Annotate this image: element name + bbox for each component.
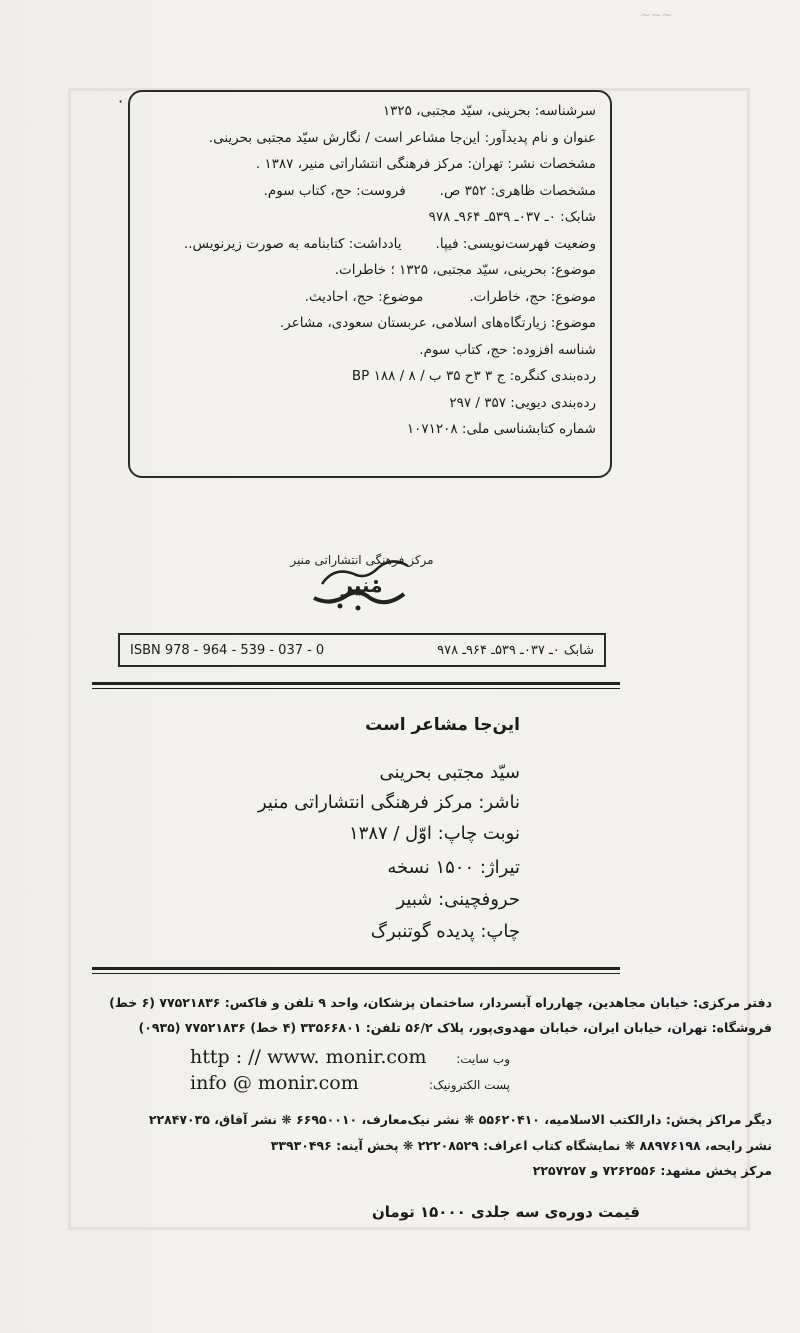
bottom-rule-thick — [92, 967, 620, 970]
website-row — [190, 1046, 510, 1070]
author-line: سیّد مجتبی بحرینی — [379, 762, 520, 783]
cip-subject-3: موضوع: حج، احادیث. — [304, 288, 424, 305]
show-through-scribble: ~~~ — [640, 8, 673, 23]
website-url[interactable]: http : // www. monir.com — [190, 1046, 427, 1068]
top-rule-thick — [92, 682, 620, 685]
cip-note: یادداشت: کتابنامه به صورت زیرنویس.. — [183, 235, 402, 252]
isbn-latin: ISBN 978 - 964 - 539 - 037 - 0 — [130, 642, 325, 658]
cip-series: فروست: حج، کتاب سوم. — [263, 182, 406, 199]
corner-dot: · — [118, 92, 124, 111]
cip-subjects-2-3 — [130, 284, 596, 311]
email-row — [190, 1072, 510, 1096]
cip-lc-class: رده‌بندی کنگره: ج ۳ ۳ح ۳۵ ب / ۸ / ۱۸۸ BP — [351, 368, 596, 384]
cip-dewey: رده‌بندی دیویی: ۳۵۷ / ۲۹۷ — [449, 394, 596, 411]
office-address: دفتر مرکزی: خیابان مجاهدین، چهارراه آبسردار، ساختمان پزشکان، واحد ۹ تلفن و فاکس: ۷۷۵۲۱۸۳۶ (۶ خط) — [109, 995, 772, 1010]
isbn-box — [118, 633, 606, 667]
isbn-persian: شابک ۰ـ ۰۳۷ـ ۵۳۹ـ ۹۶۴ـ ۹۷۸ — [437, 642, 594, 658]
book-title: این‌جا مشاعر است — [365, 715, 520, 735]
cip-national-number: شماره کتابشناسی ملی: ۱۰۷۱۲۰۸ — [406, 421, 596, 437]
cip-subject-2: موضوع: حج، خاطرات. — [469, 288, 596, 305]
price-line: قیمت دوره‌ی سه جلدی ۱۵۰۰۰ تومان — [372, 1203, 640, 1221]
cip-main-entry: سرشناسه: بحرینی، سیّد مجتبی، ۱۳۲۵ — [382, 103, 596, 119]
logo-mark: منیر — [341, 573, 383, 597]
cip-physical: مشخصات ظاهری: ۳۵۲ ص. — [439, 182, 596, 199]
email-address[interactable]: info @ monir.com — [190, 1072, 359, 1094]
print-run-line: تیراژ: ۱۵۰۰ نسخه — [387, 857, 520, 878]
distribution-line-3: مرکز پخش مشهد: ۷۲۶۲۵۵۶ و ۲۲۵۷۲۵۷ — [532, 1163, 772, 1178]
cip-status-note — [130, 231, 596, 258]
cip-isbn: شابک: ۰ـ ۰۳۷ـ ۵۳۹ـ ۹۶۴ـ ۹۷۸ — [428, 209, 596, 225]
store-address: فروشگاه: تهران، خیابان ایران، خیابان مهدوی‌پور، پلاک ۵۶/۲ تلفن: ۳۳۵۶۶۸۰۱ (۴ خط) ۷۷۵۲۱۸۳۶ (۰۹۳۵) — [138, 1020, 772, 1035]
cip-physical-series — [130, 178, 596, 205]
cip-title-statement: عنوان و نام پدیدآور: این‌جا مشاعر است / نگارش سیّد مجتبی بحرینی. — [208, 129, 596, 146]
publisher-logo — [290, 536, 434, 616]
distribution-line-2: نشر رایحه، ۸۸۹۷۶۱۹۸ ❋ نمایشگاه کتاب اعراف: ۲۲۲۰۸۵۲۹ ❋ پخش آینه: ۳۳۹۳۰۴۹۶ — [270, 1138, 772, 1153]
cip-publication: مشخصات نشر: تهران: مرکز فرهنگی انتشاراتی منیر، ۱۳۸۷ . — [255, 156, 596, 172]
logo-text: مرکز فرهنگی انتشاراتی منیر — [290, 553, 434, 567]
cip-subject-4: موضوع: زیارتگاه‌های اسلامی، عربستان سعودی، مشاعر. — [279, 315, 596, 331]
website-label: وب سایت: — [456, 1052, 510, 1066]
publisher-line: ناشر: مرکز فرهنگی انتشاراتی منیر — [257, 792, 520, 813]
typesetting-line: حروفچینی: شبیر — [396, 889, 520, 910]
cip-subject-1: موضوع: بحرینی، سیّد مجتبی، ۱۳۲۵ ؛ خاطرات. — [334, 262, 596, 278]
bottom-rule-thin — [92, 973, 620, 974]
top-rule-thin — [92, 688, 620, 689]
cip-status: وضعیت فهرست‌نویسی: فیپا. — [435, 235, 596, 252]
distribution-line-1: دیگر مراکز پخش: دارالکتب الاسلامیه، ۵۵۶۲۰۴۱۰ ❋ نشر نیک‌معارف، ۶۶۹۵۰۰۱۰ ❋ نشر آفاق، ۲۲۸۴۷۰۳۵ — [148, 1112, 772, 1127]
cip-catalog-box — [128, 90, 612, 478]
printing-line: چاپ: پدیده گوتنبرگ — [370, 921, 520, 942]
email-label: پست الکترونیک: — [428, 1078, 510, 1092]
edition-line: نوبت چاپ: اوّل / ۱۳۸۷ — [348, 823, 520, 844]
cip-added-entry: شناسه افزوده: حج، کتاب سوم. — [419, 341, 596, 358]
